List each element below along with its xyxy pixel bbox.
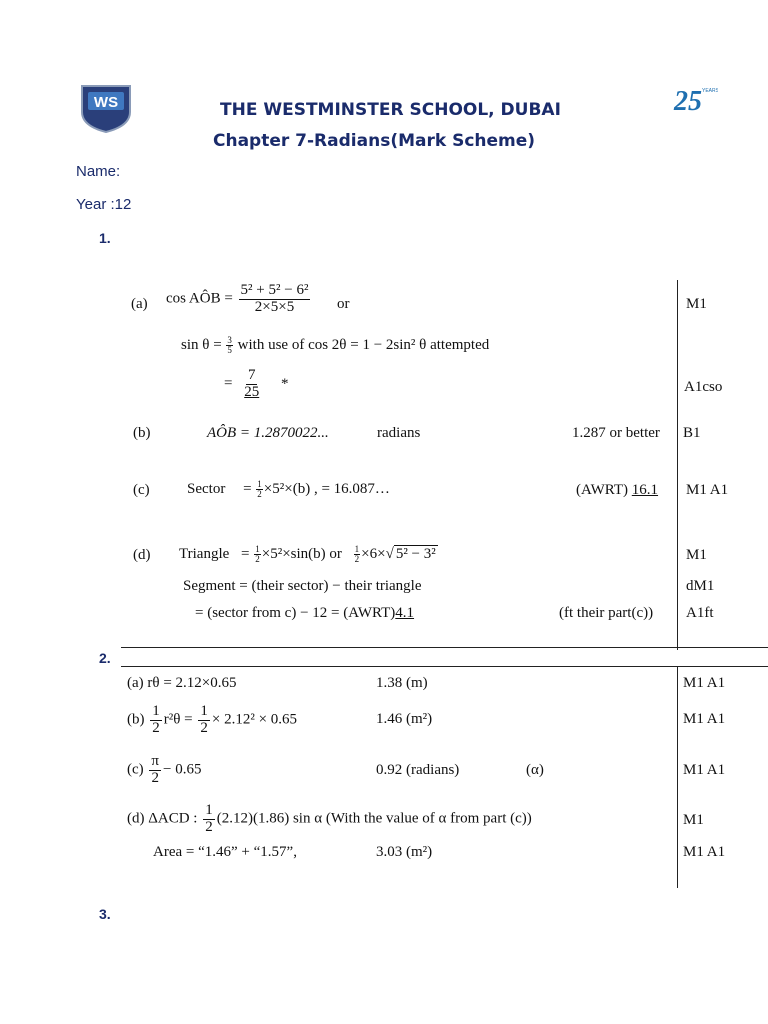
q1-a-mark2: A1cso	[684, 379, 723, 395]
q1-d-mark3: A1ft	[686, 605, 714, 621]
q2-c-alpha: (α)	[526, 762, 544, 778]
q2-c-expr: (c) $\frac{\pi}{2}$ − 0.65	[127, 753, 202, 786]
q2-c-answer: 0.92 (radians)	[376, 762, 460, 778]
anniversary-text: YEARS	[702, 88, 718, 94]
q1-d-mark1: M1	[686, 547, 707, 563]
question-number-3: 3.	[99, 906, 111, 922]
q2-a-expr: (a) rθ = 2.12×0.65	[127, 675, 237, 691]
q1-a-cos: cos AÔB =	[166, 290, 233, 307]
name-label: Name:	[76, 163, 121, 180]
q1-d-line1: Triangle = $\frac{1}{2}$ ×5²×sin(b) or $\frac{1}{2}$ ×6×√ 5² − 3²	[179, 544, 436, 564]
anniversary-number: 25	[674, 86, 702, 116]
q1-c-mark: M1 A1	[686, 482, 729, 498]
q1-b-expr: AÔB = 1.2870022...	[207, 425, 329, 441]
year-label: Year :12	[76, 196, 132, 213]
question-number-2: 2.	[99, 650, 111, 666]
q2-d-answer: 3.03 (m²)	[376, 844, 433, 860]
q1-a-label: (a)	[131, 296, 148, 312]
q2-d-mark1: M1	[683, 812, 704, 828]
anniversary-logo	[672, 82, 718, 116]
q1-b-mark: B1	[683, 425, 701, 441]
q1-b-unit: radians	[377, 425, 421, 441]
q1-c-label: (c)	[133, 482, 150, 498]
q1-d-line2: Segment = (their sector) − their triangle	[183, 578, 422, 594]
q1-b-label: (b)	[133, 425, 151, 441]
q2-b-answer: 1.46 (m²)	[376, 711, 433, 727]
q1-a-line2: sin θ = $\frac{3}{5}$ with use of cos 2θ = 1 − 2sin² θ attempted	[181, 335, 490, 355]
q1-d-mark2: dM1	[686, 578, 715, 594]
q2-a-mark: M1 A1	[683, 675, 726, 691]
q1-c-expr: Sector = $\frac{1}{2}$ ×5²×(b) , = 16.087…	[187, 479, 390, 499]
q1-b-note: 1.287 or better	[572, 425, 660, 441]
q1-a-line3: = $\frac{7}{25}$ *	[224, 367, 289, 400]
q1-q2-divider-top	[121, 647, 768, 648]
q2-a-answer: 1.38 (m)	[376, 675, 428, 691]
q1-mark-divider	[677, 280, 678, 650]
school-title: THE WESTMINSTER SCHOOL, DUBAI	[220, 100, 561, 120]
q2-d-area: Area = “1.46” + “1.57”,	[153, 844, 297, 860]
q2-d-expr: (d) ΔACD : $\frac{1}{2}$ (2.12)(1.86) sin α (With the value of α from part (c))	[127, 802, 532, 835]
q2-c-mark: M1 A1	[683, 762, 726, 778]
q2-b-expr: (b) $\frac{1}{2}$ r²θ = $\frac{1}{2}$ × 2.12² × 0.65	[127, 703, 298, 736]
q1-c-note: (AWRT) 16.1	[576, 482, 659, 498]
q1-a-or: or	[337, 296, 350, 312]
chapter-title: Chapter 7-Radians(Mark Scheme)	[213, 131, 536, 151]
q1-d-line3: = (sector from c) − 12 = (AWRT)4.1	[195, 605, 415, 621]
q1-a-fraction: $\frac{\text{5² + 5² − 6²}}{2\times 5\times 5}$	[240, 282, 309, 315]
q1-d-note: (ft their part(c))	[559, 605, 654, 621]
q2-b-mark: M1 A1	[683, 711, 726, 727]
q1-a-mark1: M1	[686, 296, 707, 312]
q1-q2-divider-bottom	[121, 666, 768, 667]
logo-initials: WS	[93, 94, 119, 111]
q1-a-line1	[166, 283, 312, 316]
q2-mark-divider	[677, 666, 678, 888]
school-logo	[78, 82, 134, 134]
q2-d-mark2: M1 A1	[683, 844, 726, 860]
q1-d-label: (d)	[133, 547, 151, 563]
question-number-1: 1.	[99, 230, 111, 246]
